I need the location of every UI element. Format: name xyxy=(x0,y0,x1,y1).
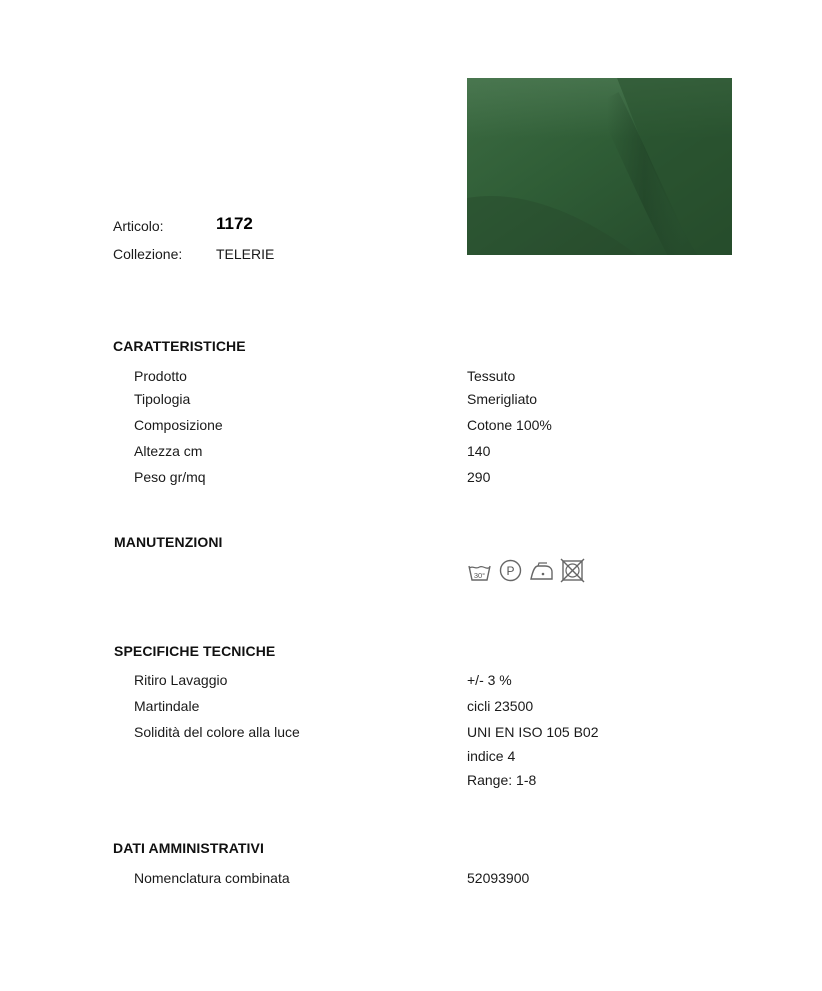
articolo-label: Articolo: xyxy=(113,218,164,234)
section-title-dati: DATI AMMINISTRATIVI xyxy=(113,840,264,856)
row-value-altezza: 140 xyxy=(467,443,491,459)
row-value-martindale: cicli 23500 xyxy=(467,698,534,714)
row-label-nomenclatura: Nomenclatura combinata xyxy=(134,870,290,886)
row-label-peso: Peso gr/mq xyxy=(134,469,206,485)
row-value-peso: 290 xyxy=(467,469,491,485)
fabric-swatch-image xyxy=(467,78,732,255)
articolo-value: 1172 xyxy=(216,214,253,233)
row-label-prodotto: Prodotto xyxy=(134,368,187,384)
care-icons-row xyxy=(467,557,585,585)
do-not-tumble-dry-icon xyxy=(560,558,585,584)
row-label-solidita: Solidità del colore alla luce xyxy=(134,724,300,740)
row-label-ritiro: Ritiro Lavaggio xyxy=(134,672,228,688)
section-title-manutenzioni: MANUTENZIONI xyxy=(114,534,223,550)
section-title-caratteristiche: CARATTERISTICHE xyxy=(113,338,246,354)
row-label-composizione: Composizione xyxy=(134,417,223,433)
section-title-specifiche: SPECIFICHE TECNICHE xyxy=(114,643,276,659)
row-value-ritiro: +/- 3 % xyxy=(467,672,512,688)
collezione-value: TELERIE xyxy=(216,246,275,262)
row-value-composizione: Cotone 100% xyxy=(467,417,552,433)
dry-clean-p-icon-text: P xyxy=(506,564,515,578)
row-value-tipologia: Smerigliato xyxy=(467,391,538,407)
row-value-prodotto: Tessuto xyxy=(467,368,516,384)
row-label-altezza: Altezza cm xyxy=(134,443,203,459)
wash-30-icon xyxy=(467,558,492,584)
dry-clean-p-icon xyxy=(498,558,523,584)
row-value-solidita-range: Range: 1-8 xyxy=(467,772,537,788)
collezione-label: Collezione: xyxy=(113,246,183,262)
row-label-tipologia: Tipologia xyxy=(134,391,191,407)
row-value-solidita: UNI EN ISO 105 B02 xyxy=(467,724,599,740)
wash-30-icon-text: 30° xyxy=(473,571,486,580)
row-value-solidita-indice: indice 4 xyxy=(467,748,516,764)
row-label-martindale: Martindale xyxy=(134,698,200,714)
row-value-nomenclatura: 52093900 xyxy=(467,870,530,886)
iron-low-icon xyxy=(529,558,554,584)
